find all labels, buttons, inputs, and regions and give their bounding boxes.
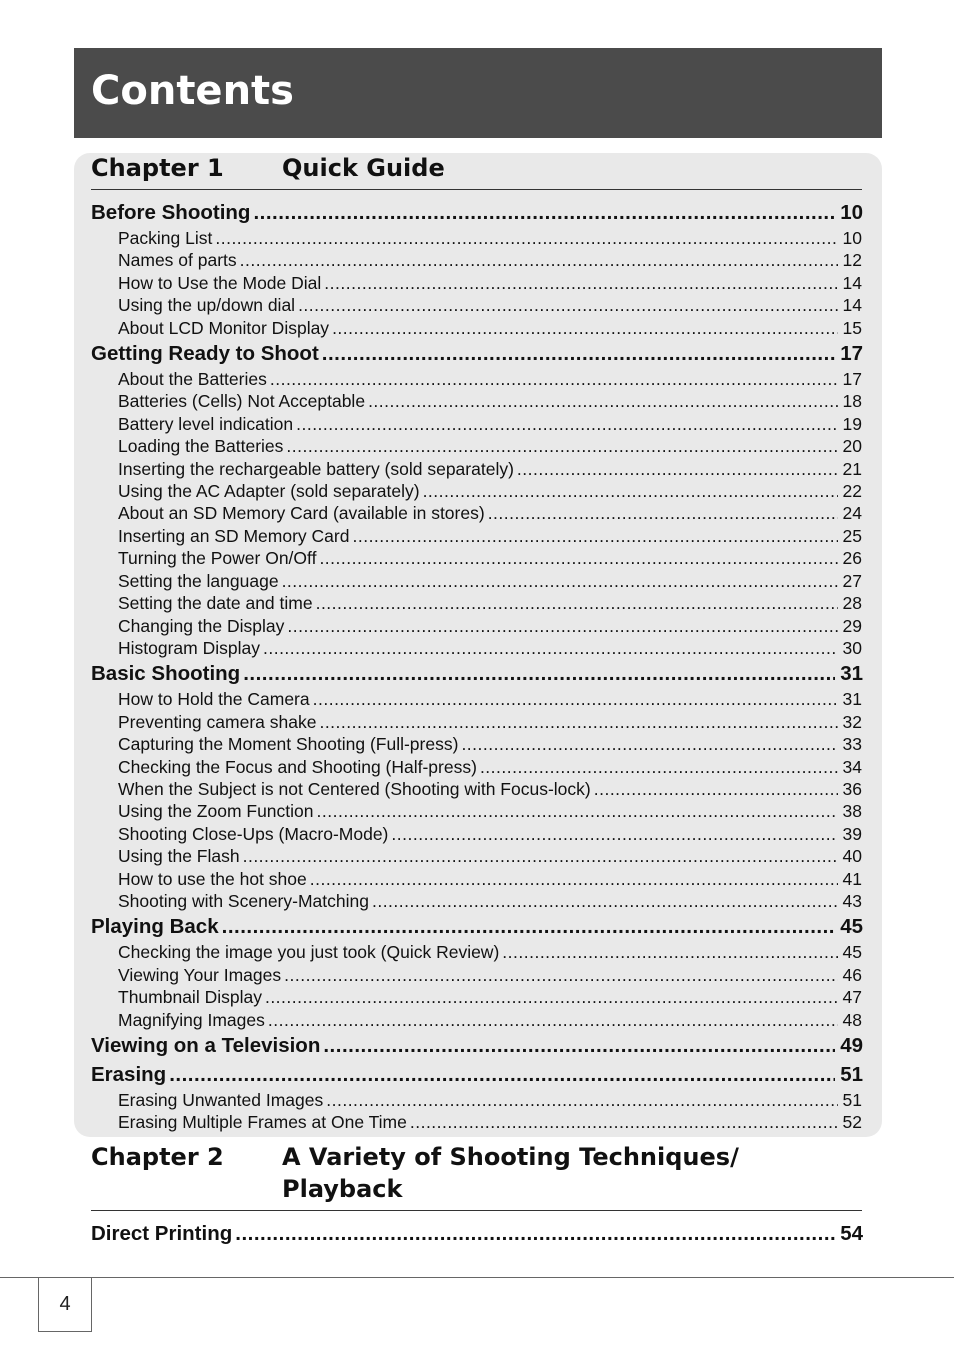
page-number: 4	[59, 1292, 71, 1315]
contents-header	[74, 48, 882, 138]
toc-entry[interactable]: Shooting with Scenery-Matching ..... 43	[91, 890, 863, 912]
toc-entry[interactable]: Using the up/down dial ..... 14	[91, 294, 863, 316]
toc-entry[interactable]: How to Use the Mode Dial ..... 14	[91, 272, 863, 294]
page-title: Contents	[91, 68, 294, 114]
toc-entry[interactable]: Turning the Power On/Off ..... 26	[91, 547, 863, 569]
toc-entry[interactable]: About an SD Memory Card (available in stores) ..... 24	[91, 502, 863, 524]
chapter-2-title-line-2: Playback	[282, 1175, 403, 1203]
toc-entry[interactable]: Loading the Batteries ..... 20	[91, 435, 863, 457]
page-number-box	[38, 1277, 92, 1332]
toc-entry[interactable]: How to use the hot shoe ..... 41	[91, 868, 863, 890]
toc-entry[interactable]: Inserting the rechargeable battery (sold separately) ..... 21	[91, 458, 863, 480]
toc-entry[interactable]: Packing List ..... 10	[91, 227, 863, 249]
toc-entry[interactable]: About LCD Monitor Display ..... 15	[91, 317, 863, 339]
toc-entry[interactable]: Thumbnail Display ..... 47	[91, 986, 863, 1008]
toc-entry[interactable]: Preventing camera shake ..... 32	[91, 711, 863, 733]
toc-entry[interactable]: Erasing Unwanted Images ..... 51	[91, 1089, 863, 1111]
chapter-2-title-line-1: A Variety of Shooting Techniques/	[282, 1143, 739, 1171]
toc-entry[interactable]: Using the Flash ..... 40	[91, 845, 863, 867]
toc-entry[interactable]: Setting the date and time ..... 28	[91, 592, 863, 614]
toc-entry[interactable]: Battery level indication ..... 19	[91, 413, 863, 435]
toc-entry[interactable]: Shooting Close-Ups (Macro-Mode) ..... 39	[91, 823, 863, 845]
toc-entry[interactable]: Inserting an SD Memory Card ..... 25	[91, 525, 863, 547]
toc-entry[interactable]: Checking the Focus and Shooting (Half-press) ..... 34	[91, 756, 863, 778]
toc-section[interactable]: Viewing on a Television ..... 49	[91, 1031, 863, 1060]
toc-entry[interactable]: Changing the Display ..... 29	[91, 615, 863, 637]
toc-entry[interactable]: Erasing Multiple Frames at One Time ..... 52	[91, 1111, 863, 1133]
toc-entry[interactable]: How to Hold the Camera ..... 31	[91, 688, 863, 710]
toc-section[interactable]: Before Shooting ..... 10	[91, 198, 863, 227]
toc-entry[interactable]: Names of parts ..... 12	[91, 249, 863, 271]
toc-section[interactable]: Getting Ready to Shoot ..... 17	[91, 339, 863, 368]
chapter-2-toc	[91, 1219, 863, 1248]
chapter-2-heading	[91, 1141, 862, 1211]
toc-entry[interactable]: When the Subject is not Centered (Shooting with Focus-lock) ..... 36	[91, 778, 863, 800]
chapter-1-number: Chapter 1	[91, 154, 224, 182]
toc-entry[interactable]: About the Batteries ..... 17	[91, 368, 863, 390]
chapter-1-toc	[91, 198, 863, 1134]
footer-divider	[0, 1277, 954, 1278]
toc-section[interactable]: Playing Back ..... 45	[91, 912, 863, 941]
toc-entry[interactable]: Using the Zoom Function ..... 38	[91, 800, 863, 822]
chapter-2-number: Chapter 2	[91, 1143, 224, 1171]
toc-section[interactable]: Erasing ..... 51	[91, 1060, 863, 1089]
toc-section[interactable]: Direct Printing ..... 54	[91, 1219, 863, 1248]
toc-entry[interactable]: Checking the image you just took (Quick Review) ..... 45	[91, 941, 863, 963]
toc-entry[interactable]: Viewing Your Images ..... 46	[91, 964, 863, 986]
toc-entry[interactable]: Setting the language ..... 27	[91, 570, 863, 592]
toc-entry[interactable]: Using the AC Adapter (sold separately) ..... 22	[91, 480, 863, 502]
toc-entry[interactable]: Histogram Display ..... 30	[91, 637, 863, 659]
toc-entry[interactable]: Batteries (Cells) Not Acceptable ..... 18	[91, 390, 863, 412]
chapter-1-heading	[91, 152, 862, 190]
toc-section[interactable]: Basic Shooting ..... 31	[91, 659, 863, 688]
toc-entry[interactable]: Capturing the Moment Shooting (Full-press) ..... 33	[91, 733, 863, 755]
chapter-1-title: Quick Guide	[282, 154, 445, 182]
toc-entry[interactable]: Magnifying Images ..... 48	[91, 1009, 863, 1031]
